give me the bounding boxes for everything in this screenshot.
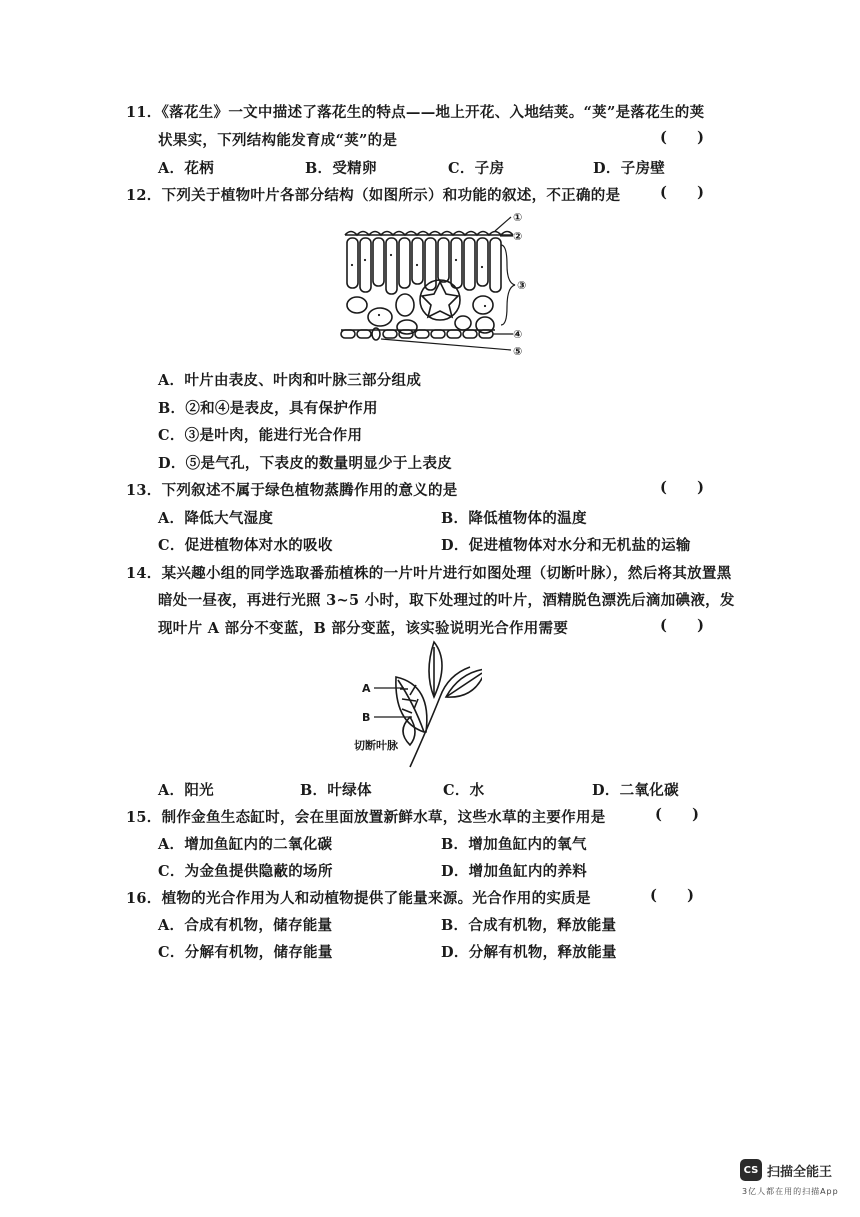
- q11-option-d: D．子房壁: [593, 160, 666, 177]
- q16-answer-paren: ( ): [650, 887, 695, 904]
- q13-answer-paren: ( ): [660, 479, 705, 496]
- q13-option-d: D．促进植物体对水分和无机盐的运输: [441, 537, 691, 554]
- camscanner-logo-icon: CS: [740, 1159, 762, 1181]
- watermark-name: 扫描全能王: [767, 1164, 833, 1180]
- watermark-tagline: 3亿人都在用的扫描App: [742, 1187, 839, 1196]
- q11-stem-line2: 状果实，下列结构能发育成“荚”的是: [158, 132, 398, 149]
- figure-label-4: ④: [513, 328, 523, 341]
- q15-option-a: A．增加鱼缸内的二氧化碳: [158, 836, 333, 853]
- figure-label-3: ③: [517, 279, 527, 292]
- figure-label-2: ②: [513, 230, 523, 243]
- q15-option-d: D．增加鱼缸内的养料: [441, 863, 588, 880]
- q11-option-c: C．子房: [448, 160, 505, 177]
- q16-stem-line1: 16．植物的光合作用为人和动植物提供了能量来源。光合作用的实质是: [126, 890, 591, 907]
- q11-option-a: A．花柄: [158, 160, 214, 177]
- leaf-cross-section-figure: [335, 205, 535, 363]
- figure-label-5: ⑤: [513, 345, 523, 358]
- q12-option-a: A．叶片由表皮、叶肉和叶脉三部分组成: [158, 372, 422, 389]
- q12-option-c: C．③是叶肉，能进行光合作用: [158, 427, 363, 444]
- q15-answer-paren: ( ): [655, 806, 700, 823]
- q14-option-b: B．叶绿体: [300, 782, 372, 799]
- q16-option-d: D．分解有机物，释放能量: [441, 944, 617, 961]
- q14-option-a: A．阳光: [158, 782, 214, 799]
- q13-option-a: A．降低大气湿度: [158, 510, 274, 527]
- q14-stem-line2: 暗处一昼夜，再进行光照 3~5 小时，取下处理过的叶片，酒精脱色漂洗后滴加碘液，发: [158, 592, 735, 609]
- figure-label-cut-vein: 切断叶脉: [354, 739, 398, 752]
- q12-stem-line1: 12．下列关于植物叶片各部分结构（如图所示）和功能的叙述，不正确的是: [126, 187, 621, 204]
- q13-option-c: C．促进植物体对水的吸收: [158, 537, 333, 554]
- q14-stem-line3: 现叶片 A 部分不变蓝，B 部分变蓝，该实验说明光合作用需要: [158, 620, 569, 637]
- q15-option-c: C．为金鱼提供隐蔽的场所: [158, 863, 333, 880]
- q12-answer-paren: ( ): [660, 184, 705, 201]
- q13-stem-line1: 13．下列叙述不属于绿色植物蒸腾作用的意义的是: [126, 482, 458, 499]
- q16-option-c: C．分解有机物，储存能量: [158, 944, 333, 961]
- q14-option-c: C．水: [443, 782, 485, 799]
- scanner-watermark: [740, 1159, 832, 1181]
- figure-label-a: A: [362, 682, 371, 695]
- q16-option-a: A．合成有机物，储存能量: [158, 917, 333, 934]
- q12-option-d: D．⑤是气孔，下表皮的数量明显少于上表皮: [158, 455, 453, 472]
- q15-option-b: B．增加鱼缸内的氧气: [441, 836, 587, 853]
- leaf-experiment-figure: [352, 637, 482, 772]
- q14-option-d: D．二氧化碳: [592, 782, 679, 799]
- q12-option-b: B．②和④是表皮，具有保护作用: [158, 400, 378, 417]
- figure-label-1: ①: [513, 211, 523, 224]
- q14-stem-line1: 14．某兴趣小组的同学选取番茄植株的一片叶片进行如图处理（切断叶脉），然后将其放置黑: [126, 565, 732, 582]
- q14-answer-paren: ( ): [660, 617, 705, 634]
- q16-option-b: B．合成有机物，释放能量: [441, 917, 617, 934]
- q11-answer-paren: ( ): [660, 129, 705, 146]
- q15-stem-line1: 15．制作金鱼生态缸时，会在里面放置新鲜水草，这些水草的主要作用是: [126, 809, 606, 826]
- q11-option-b: B．受精卵: [305, 160, 377, 177]
- q11-stem-line1: 11．《落花生》一文中描述了落花生的特点——地上开花、入地结荚。“荚”是落花生的荚: [126, 104, 705, 121]
- figure-label-b: B: [362, 711, 371, 724]
- q13-option-b: B．降低植物体的温度: [441, 510, 587, 527]
